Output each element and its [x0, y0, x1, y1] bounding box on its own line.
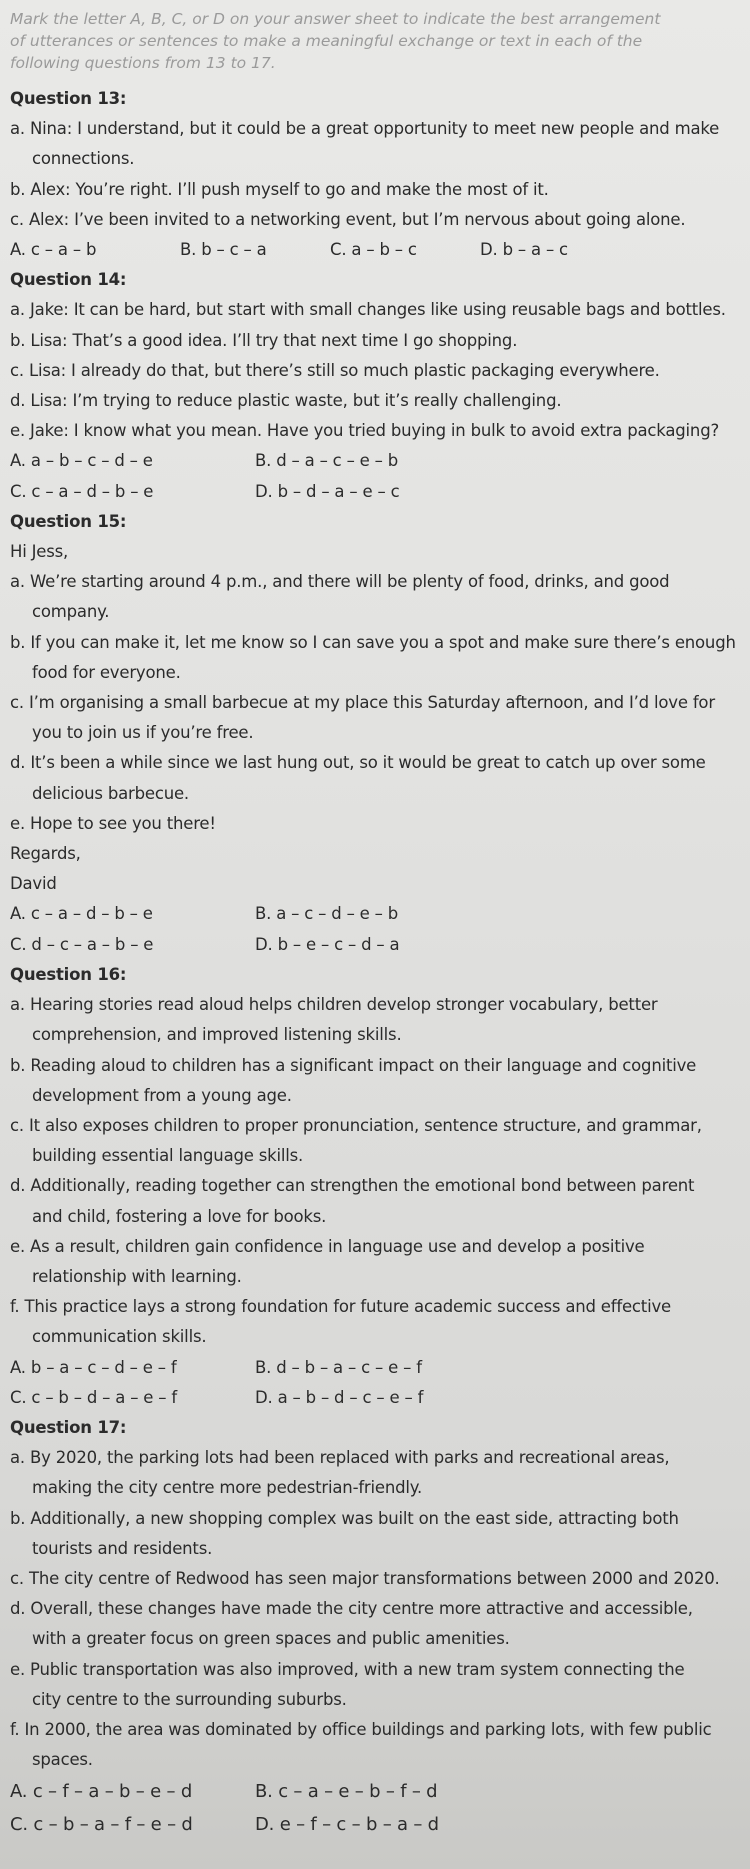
- instruction-line: following questions from 13 to 17.: [10, 54, 276, 72]
- signature: David: [10, 874, 57, 894]
- sentence: c. It also exposes children to proper pronunciation, sentence structure, and grammar,: [10, 1115, 702, 1135]
- answer-options: [10, 1808, 738, 1841]
- sentence: d. Overall, these changes have made the city centre more attractive and accessible,: [10, 1599, 693, 1619]
- answer-options: [10, 930, 738, 960]
- answer-options: [10, 1383, 738, 1413]
- option-b[interactable]: B. a – c – d – e – b: [255, 904, 399, 924]
- sentence: a. Nina: I understand, but it could be a great opportunity to meet new people and make: [10, 119, 720, 139]
- question-title: Question 14:: [10, 270, 127, 290]
- sentence: b. Reading aloud to children has a significant impact on their language and cognitive: [10, 1055, 697, 1075]
- question-title: Question 17:: [10, 1417, 127, 1437]
- sentence: a. By 2020, the parking lots had been replaced with parks and recreational areas,: [10, 1448, 670, 1468]
- sentence: c. The city centre of Redwood has seen major transformations between 2000 and 2020.: [10, 1568, 720, 1588]
- question-13: [10, 84, 738, 265]
- option-b[interactable]: B. d – a – c – e – b: [255, 451, 399, 471]
- option-c[interactable]: C. c – b – a – f – e – d: [10, 1814, 193, 1836]
- question-title: Question 16:: [10, 964, 127, 984]
- sentence: d. Additionally, reading together can strengthen the emotional bond between parent: [10, 1176, 695, 1196]
- answer-options: [10, 477, 738, 507]
- sentence-cont: tourists and residents.: [32, 1538, 213, 1558]
- option-c[interactable]: C. a – b – c: [330, 240, 417, 260]
- sentence: f. This practice lays a strong foundation for future academic success and effective: [10, 1297, 671, 1317]
- sentence: f. In 2000, the area was dominated by office buildings and parking lots, with few public: [10, 1719, 712, 1739]
- option-d[interactable]: D. b – e – c – d – a: [255, 934, 400, 954]
- sentence-cont: you to join us if you’re free.: [32, 723, 254, 743]
- sentence: e. Hope to see you there!: [10, 813, 216, 833]
- option-b[interactable]: B. d – b – a – c – e – f: [255, 1357, 422, 1377]
- answer-options: [10, 1775, 738, 1808]
- closing: Regards,: [10, 844, 81, 864]
- option-d[interactable]: D. e – f – c – b – a – d: [255, 1814, 439, 1836]
- option-a[interactable]: A. c – f – a – b – e – d: [10, 1781, 193, 1803]
- sentence-cont: relationship with learning.: [32, 1266, 242, 1286]
- option-c[interactable]: C. d – c – a – b – e: [10, 934, 154, 954]
- sentence: c. I’m organising a small barbecue at my place this Saturday afternoon, and I’d love for: [10, 693, 715, 713]
- option-d[interactable]: D. a – b – d – c – e – f: [255, 1387, 424, 1407]
- sentence-cont: making the city centre more pedestrian-friendly.: [32, 1478, 423, 1498]
- sentence: c. Alex: I’ve been invited to a networking event, but I’m nervous about going alone.: [10, 209, 686, 229]
- option-d[interactable]: D. b – d – a – e – c: [255, 481, 400, 501]
- sentence: a. We’re starting around 4 p.m., and there will be plenty of food, drinks, and good: [10, 572, 670, 592]
- sentence-cont: connections.: [32, 149, 135, 169]
- option-c[interactable]: C. c – a – d – b – e: [10, 481, 154, 501]
- sentence-cont: company.: [32, 602, 110, 622]
- sentence-cont: development from a young age.: [32, 1085, 292, 1105]
- answer-options: [10, 235, 738, 265]
- question-16: [10, 960, 738, 1413]
- sentence: e. Public transportation was also improved, with a new tram system connecting the: [10, 1659, 685, 1679]
- answer-options: [10, 446, 738, 476]
- sentence-cont: delicious barbecue.: [32, 783, 189, 803]
- option-d[interactable]: D. b – a – c: [480, 240, 568, 260]
- question-title: Question 15:: [10, 511, 127, 531]
- sentence: a. Jake: It can be hard, but start with small changes like using reusable bags and bottles.: [10, 300, 726, 320]
- option-a[interactable]: A. c – a – b: [10, 240, 97, 260]
- option-c[interactable]: C. c – b – d – a – e – f: [10, 1387, 177, 1407]
- sentence: b. Lisa: That’s a good idea. I’ll try that next time I go shopping.: [10, 330, 518, 350]
- sentence: e. Jake: I know what you mean. Have you tried buying in bulk to avoid extra packaging?: [10, 421, 720, 441]
- instructions: [10, 8, 738, 74]
- sentence-cont: food for everyone.: [32, 662, 181, 682]
- question-title: Question 13:: [10, 89, 127, 108]
- instruction-line: Mark the letter A, B, C, or D on your answer sheet to indicate the best arrangement: [10, 10, 661, 28]
- sentence: b. Alex: You’re right. I’ll push myself to go and make the most of it.: [10, 179, 549, 199]
- question-17: [10, 1413, 738, 1841]
- sentence: e. As a result, children gain confidence in language use and develop a positive: [10, 1236, 645, 1256]
- sentence-cont: spaces.: [32, 1750, 93, 1770]
- sentence: b. If you can make it, let me know so I can save you a spot and make sure there’s enough: [10, 632, 736, 652]
- option-a[interactable]: A. c – a – d – b – e: [10, 904, 153, 924]
- answer-options: [10, 899, 738, 929]
- sentence-cont: building essential language skills.: [32, 1146, 304, 1166]
- answer-options: [10, 1353, 738, 1383]
- sentence: a. Hearing stories read aloud helps children develop stronger vocabulary, better: [10, 995, 658, 1015]
- option-b[interactable]: B. b – c – a: [180, 240, 267, 260]
- sentence-cont: with a greater focus on green spaces and public amenities.: [32, 1629, 510, 1649]
- instruction-line: of utterances or sentences to make a meaningful exchange or text in each of the: [10, 32, 643, 50]
- sentence: d. Lisa: I’m trying to reduce plastic waste, but it’s really challenging.: [10, 391, 562, 411]
- question-14: [10, 265, 738, 507]
- sentence: d. It’s been a while since we last hung out, so it would be great to catch up over some: [10, 753, 706, 773]
- sentence-cont: comprehension, and improved listening skills.: [32, 1025, 402, 1045]
- sentence-cont: communication skills.: [32, 1327, 207, 1347]
- option-b[interactable]: B. c – a – e – b – f – d: [255, 1781, 438, 1803]
- sentence: b. Additionally, a new shopping complex was built on the east side, attracting both: [10, 1508, 679, 1528]
- sentence-cont: city centre to the surrounding suburbs.: [32, 1689, 347, 1709]
- sentence-cont: and child, fostering a love for books.: [32, 1206, 327, 1226]
- greeting: Hi Jess,: [10, 542, 69, 562]
- question-15: [10, 507, 738, 960]
- option-a[interactable]: A. b – a – c – d – e – f: [10, 1357, 177, 1377]
- option-a[interactable]: A. a – b – c – d – e: [10, 451, 153, 471]
- sentence: c. Lisa: I already do that, but there’s still so much plastic packaging everywhere.: [10, 360, 660, 380]
